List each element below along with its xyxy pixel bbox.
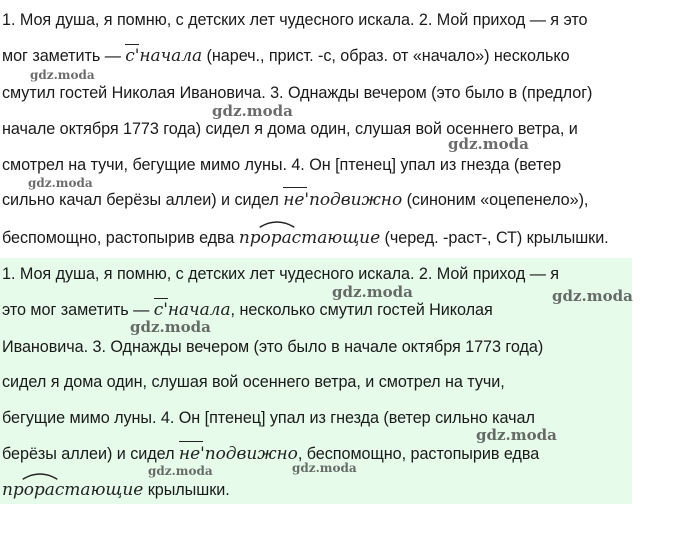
root-arc-mark xyxy=(22,472,58,480)
watermark: gdz.moda xyxy=(552,287,633,305)
text-line: смутил гостей Николая Ивановича. 3. Однажды вечером (это было в (предлог) xyxy=(2,84,593,102)
text-line xyxy=(2,480,230,500)
text-fragment: , несколько смутил гостей Николая xyxy=(230,301,493,319)
text-fragment: сильно качал берёзы аллеи) и сидел xyxy=(2,191,284,209)
prefix-mark xyxy=(154,298,168,302)
text-fragment: берёзы аллеи) и сидел xyxy=(2,445,179,463)
text-fragment: беспомощно, растопырив едва xyxy=(2,229,239,247)
watermark: gdz.moda xyxy=(332,283,413,301)
handwritten-word-nepodvizhno: не'подвижно xyxy=(179,444,298,464)
text-line xyxy=(2,190,588,210)
watermark: gdz.moda xyxy=(292,461,357,475)
watermark: gdz.moda xyxy=(476,426,557,444)
prefix-mark xyxy=(179,441,203,442)
watermark: gdz.moda xyxy=(148,464,213,478)
text-fragment: (черед. -раст-, СТ) крылышки. xyxy=(380,229,609,247)
watermark: gdz.moda xyxy=(30,68,95,82)
original-text-block xyxy=(0,0,632,258)
handwritten-word-nepodvizhno: не'подвижно xyxy=(283,190,402,210)
text-fragment: (синоним «оцепенело»), xyxy=(402,191,589,209)
prefix-mark xyxy=(125,44,139,48)
text-fragment: (нареч., прист. -с, образ. от «начало») несколько xyxy=(202,47,570,65)
text-fragment: , беспомощно, растопырив едва xyxy=(297,445,540,463)
text-line xyxy=(2,300,493,320)
text-line xyxy=(2,228,609,248)
text-fragment: крылышки. xyxy=(143,481,230,499)
text-line xyxy=(2,46,570,66)
text-line: начале октября 1773 года) сидел я дома один, слушая вой осеннего ветра, и xyxy=(2,120,578,138)
handwritten-word-snachala: с'начала xyxy=(125,46,203,66)
text-line: 1. Моя душа, я помню, с детских лет чудесного искала. 2. Мой приход — я xyxy=(2,265,560,283)
handwritten-word-prorastayushchie: прорастающие xyxy=(239,228,380,248)
handwritten-word-prorastayushchie: прорастающие xyxy=(2,480,143,500)
watermark: gdz.moda xyxy=(448,135,529,153)
text-fragment: это мог заметить — xyxy=(2,301,154,319)
handwritten-word-snachala: с'начала xyxy=(153,300,231,320)
root-arc-mark xyxy=(259,220,295,228)
text-line: бегущие мимо луны. 4. Он [птенец] упал из гнезда (ветер сильно качал xyxy=(2,409,535,427)
prefix-mark xyxy=(283,187,307,188)
text-line: сидел я дома один, слушая вой осеннего ветра, и смотрел на тучи, xyxy=(2,373,505,391)
text-line: Ивановича. 3. Однажды вечером (это было в начале октября 1773 года) xyxy=(2,338,544,356)
text-line: смотрел на тучи, бегущие мимо луны. 4. Он [птенец] упал из гнезда (ветер xyxy=(2,156,562,174)
watermark: gdz.moda xyxy=(212,102,293,120)
text-fragment: мог заметить — xyxy=(2,47,126,65)
watermark: gdz.moda xyxy=(28,176,93,190)
text-line xyxy=(2,444,539,464)
text-line: 1. Моя душа, я помню, с детских лет чудесного искала. 2. Мой приход — я это xyxy=(2,11,588,29)
watermark: gdz.moda xyxy=(130,318,211,336)
